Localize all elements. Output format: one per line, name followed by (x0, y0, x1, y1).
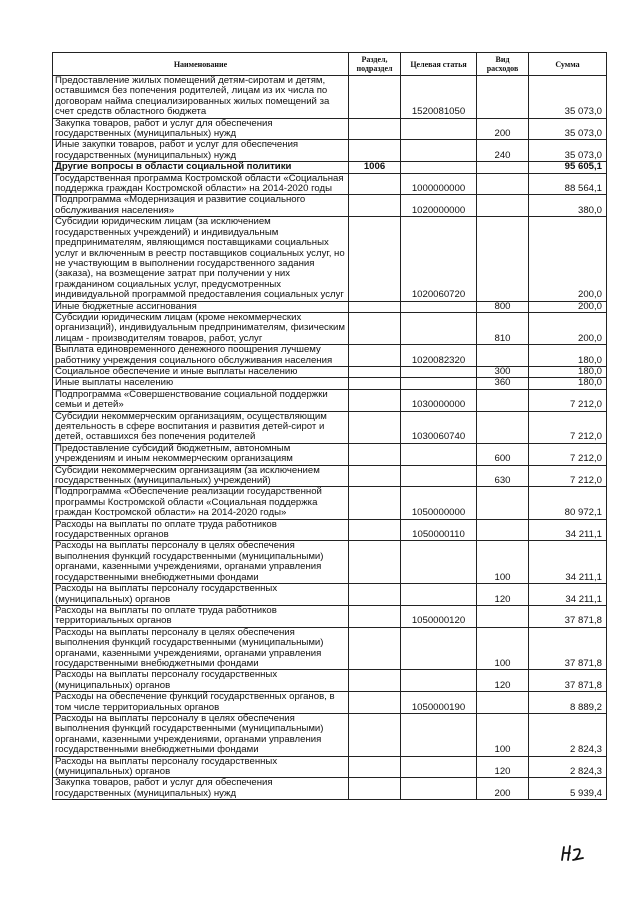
cell-type: 800 (477, 301, 529, 312)
cell-name: Подпрограмма «Модернизация и развитие социального обслуживания населения» (53, 195, 349, 217)
cell-type: 100 (477, 541, 529, 584)
cell-section (349, 541, 401, 584)
cell-type: 200 (477, 778, 529, 800)
cell-name: Предоставление жилых помещений детям-сиротам и детям, оставшимся без попечения родителей, лицам из их числа по договорам найма специализированных жилых помещений за счет средств областного бюджета (53, 76, 349, 119)
cell-name: Иные выплаты населению (53, 378, 349, 389)
cell-section (349, 778, 401, 800)
cell-name: Социальное обеспечение и иные выплаты населению (53, 366, 349, 377)
cell-target (401, 778, 477, 800)
cell-sum: 34 211,1 (529, 584, 607, 606)
cell-target (401, 713, 477, 756)
cell-sum: 7 212,0 (529, 389, 607, 411)
cell-type: 200 (477, 118, 529, 140)
table-row (53, 465, 607, 487)
table-row (53, 301, 607, 312)
cell-section (349, 443, 401, 465)
table-row (53, 627, 607, 670)
cell-name: Расходы на выплаты персоналу государственных (муниципальных) органов (53, 670, 349, 692)
table-row (53, 195, 607, 217)
col-header-target: Целевая статья (401, 53, 477, 76)
cell-type (477, 173, 529, 195)
cell-target (401, 312, 477, 344)
cell-type: 300 (477, 366, 529, 377)
cell-section (349, 627, 401, 670)
cell-sum: 37 871,8 (529, 605, 607, 627)
cell-target (401, 366, 477, 377)
cell-sum: 180,0 (529, 366, 607, 377)
cell-target (401, 118, 477, 140)
cell-sum: 5 939,4 (529, 778, 607, 800)
cell-sum: 180,0 (529, 378, 607, 389)
cell-sum: 88 564,1 (529, 173, 607, 195)
cell-type (477, 389, 529, 411)
cell-target (401, 301, 477, 312)
cell-section (349, 605, 401, 627)
cell-name: Субсидии некоммерческим организациям (за исключением государственных (муниципальных) учреждений) (53, 465, 349, 487)
cell-section (349, 670, 401, 692)
cell-type (477, 692, 529, 714)
table-row (53, 487, 607, 519)
cell-target: 1020082320 (401, 345, 477, 367)
cell-name: Выплата единовременного денежного поощрения лучшему работнику учреждения социального обслуживания населения (53, 345, 349, 367)
cell-type (477, 76, 529, 119)
cell-sum: 200,0 (529, 301, 607, 312)
cell-section (349, 366, 401, 377)
cell-name: Расходы на выплаты персоналу государственных (муниципальных) органов (53, 756, 349, 778)
table-row (53, 312, 607, 344)
cell-sum: 34 211,1 (529, 519, 607, 541)
cell-target (401, 584, 477, 606)
handwritten-page-number (560, 843, 600, 863)
cell-type: 360 (477, 378, 529, 389)
cell-target (401, 756, 477, 778)
cell-name: Расходы на обеспечение функций государственных органов, в том числе территориальных органов (53, 692, 349, 714)
cell-section: 1006 (349, 162, 401, 173)
cell-section (349, 118, 401, 140)
table-header-row (53, 53, 607, 76)
cell-section (349, 389, 401, 411)
cell-sum: 2 824,3 (529, 713, 607, 756)
table-row (53, 345, 607, 367)
cell-name: Иные закупки товаров, работ и услуг для обеспечения государственных (муниципальных) нужд (53, 140, 349, 162)
table-row (53, 366, 607, 377)
cell-type: 630 (477, 465, 529, 487)
cell-sum: 35 073,0 (529, 118, 607, 140)
cell-type: 120 (477, 584, 529, 606)
cell-section (349, 465, 401, 487)
cell-sum: 37 871,8 (529, 627, 607, 670)
cell-target: 1050000110 (401, 519, 477, 541)
cell-type: 240 (477, 140, 529, 162)
cell-name: Расходы на выплаты по оплате труда работников территориальных органов (53, 605, 349, 627)
cell-section (349, 301, 401, 312)
cell-type: 120 (477, 670, 529, 692)
budget-table (52, 52, 607, 800)
table-row (53, 411, 607, 443)
cell-name: Субсидии некоммерческим организациям, осуществляющим деятельность в сфере воспитания и развития детей-сирот и детей, оставшихся без попечения родителей (53, 411, 349, 443)
col-header-name: Наименование (53, 53, 349, 76)
cell-section (349, 173, 401, 195)
cell-sum: 200,0 (529, 312, 607, 344)
cell-section (349, 345, 401, 367)
cell-sum: 2 824,3 (529, 756, 607, 778)
table-body (53, 76, 607, 800)
cell-sum: 7 212,0 (529, 411, 607, 443)
cell-target (401, 465, 477, 487)
table-row (53, 140, 607, 162)
cell-type (477, 162, 529, 173)
cell-target: 1520081050 (401, 76, 477, 119)
cell-section (349, 76, 401, 119)
cell-target: 1050000000 (401, 487, 477, 519)
table-row (53, 670, 607, 692)
cell-sum: 95 605,1 (529, 162, 607, 173)
cell-sum: 200,0 (529, 217, 607, 301)
table-row (53, 173, 607, 195)
col-header-section: Раздел, подраздел (349, 53, 401, 76)
table-row (53, 756, 607, 778)
table-row (53, 389, 607, 411)
cell-sum: 35 073,0 (529, 140, 607, 162)
cell-type (477, 519, 529, 541)
cell-type (477, 605, 529, 627)
cell-section (349, 519, 401, 541)
cell-sum: 80 972,1 (529, 487, 607, 519)
cell-section (349, 692, 401, 714)
cell-target: 1000000000 (401, 173, 477, 195)
table-row (53, 692, 607, 714)
cell-type (477, 195, 529, 217)
cell-sum: 180,0 (529, 345, 607, 367)
budget-sheet (52, 52, 606, 800)
cell-section (349, 487, 401, 519)
cell-target: 1030000000 (401, 389, 477, 411)
table-row (53, 778, 607, 800)
cell-type (477, 411, 529, 443)
cell-type: 100 (477, 627, 529, 670)
table-row (53, 443, 607, 465)
cell-section (349, 756, 401, 778)
cell-section (349, 713, 401, 756)
col-header-type: Вид расходов (477, 53, 529, 76)
cell-target (401, 541, 477, 584)
table-row (53, 541, 607, 584)
cell-target: 1030060740 (401, 411, 477, 443)
table-row (53, 519, 607, 541)
cell-name: Другие вопросы в области социальной политики (53, 162, 349, 173)
cell-sum: 380,0 (529, 195, 607, 217)
cell-target: 1020060720 (401, 217, 477, 301)
cell-name: Закупка товаров, работ и услуг для обеспечения государственных (муниципальных) нужд (53, 118, 349, 140)
table-row (53, 162, 607, 173)
cell-target (401, 627, 477, 670)
table-row (53, 584, 607, 606)
cell-section (349, 195, 401, 217)
cell-type: 100 (477, 713, 529, 756)
cell-type: 810 (477, 312, 529, 344)
cell-type: 600 (477, 443, 529, 465)
table-row (53, 76, 607, 119)
cell-type: 120 (477, 756, 529, 778)
cell-section (349, 217, 401, 301)
cell-target: 1050000120 (401, 605, 477, 627)
cell-name: Закупка товаров, работ и услуг для обеспечения государственных (муниципальных) нужд (53, 778, 349, 800)
table-row (53, 378, 607, 389)
cell-sum: 7 212,0 (529, 465, 607, 487)
cell-name: Расходы на выплаты персоналу государственных (муниципальных) органов (53, 584, 349, 606)
cell-section (349, 411, 401, 443)
cell-target (401, 443, 477, 465)
cell-target: 1050000190 (401, 692, 477, 714)
cell-sum: 8 889,2 (529, 692, 607, 714)
cell-name: Подпрограмма «Обеспечение реализации государственной программы Костромской области «Социальная поддержка граждан Костромской области» на 2014-2020 годы» (53, 487, 349, 519)
table-row (53, 605, 607, 627)
cell-type (477, 487, 529, 519)
cell-target (401, 162, 477, 173)
cell-sum: 37 871,8 (529, 670, 607, 692)
cell-target (401, 140, 477, 162)
cell-section (349, 312, 401, 344)
cell-type (477, 217, 529, 301)
table-row (53, 118, 607, 140)
cell-name: Предоставление субсидий бюджетным, автономным учреждениям и иным некоммерческим организациям (53, 443, 349, 465)
table-row (53, 217, 607, 301)
cell-sum: 34 211,1 (529, 541, 607, 584)
cell-target (401, 670, 477, 692)
cell-target: 1020000000 (401, 195, 477, 217)
cell-section (349, 378, 401, 389)
cell-section (349, 140, 401, 162)
cell-section (349, 584, 401, 606)
cell-name: Расходы на выплаты персоналу в целях обеспечения выполнения функций государственными (муниципальными) органами, казенными учреждениями, органами управления государственными внебюджетными фондами (53, 541, 349, 584)
cell-sum: 35 073,0 (529, 76, 607, 119)
cell-sum: 7 212,0 (529, 443, 607, 465)
col-header-sum: Сумма (529, 53, 607, 76)
cell-type (477, 345, 529, 367)
cell-name: Расходы на выплаты персоналу в целях обеспечения выполнения функций государственными (муниципальными) органами, казенными учреждениями, органами управления государственными внебюджетными фондами (53, 627, 349, 670)
cell-name: Субсидии юридическим лицам (кроме некоммерческих организаций), индивидуальным предпринимателям, физическим лицам - производителям товаров, работ, услуг (53, 312, 349, 344)
cell-name: Расходы на выплаты персоналу в целях обеспечения выполнения функций государственными (муниципальными) органами, казенными учреждениями, органами управления государственными внебюджетными фондами (53, 713, 349, 756)
table-row (53, 713, 607, 756)
cell-name: Субсидии юридическим лицам (за исключением государственных учреждений) и индивидуальным предпринимателям, являющимся поставщиками социальных услуг и включенным в реестр поставщиков социальных услуг, но не участвующим в выполнении государственного задания (заказа), на возмещение затрат при получении у них гражданином социальных услуг, предусмотренных индивидуальной программой предоставления социальных услуг (53, 217, 349, 301)
cell-target (401, 378, 477, 389)
cell-name: Подпрограмма «Совершенствование социальной поддержки семьи и детей» (53, 389, 349, 411)
cell-name: Расходы на выплаты по оплате труда работников государственных органов (53, 519, 349, 541)
cell-name: Иные бюджетные ассигнования (53, 301, 349, 312)
cell-name: Государственная программа Костромской области «Социальная поддержка граждан Костромской области» на 2014-2020 годы (53, 173, 349, 195)
